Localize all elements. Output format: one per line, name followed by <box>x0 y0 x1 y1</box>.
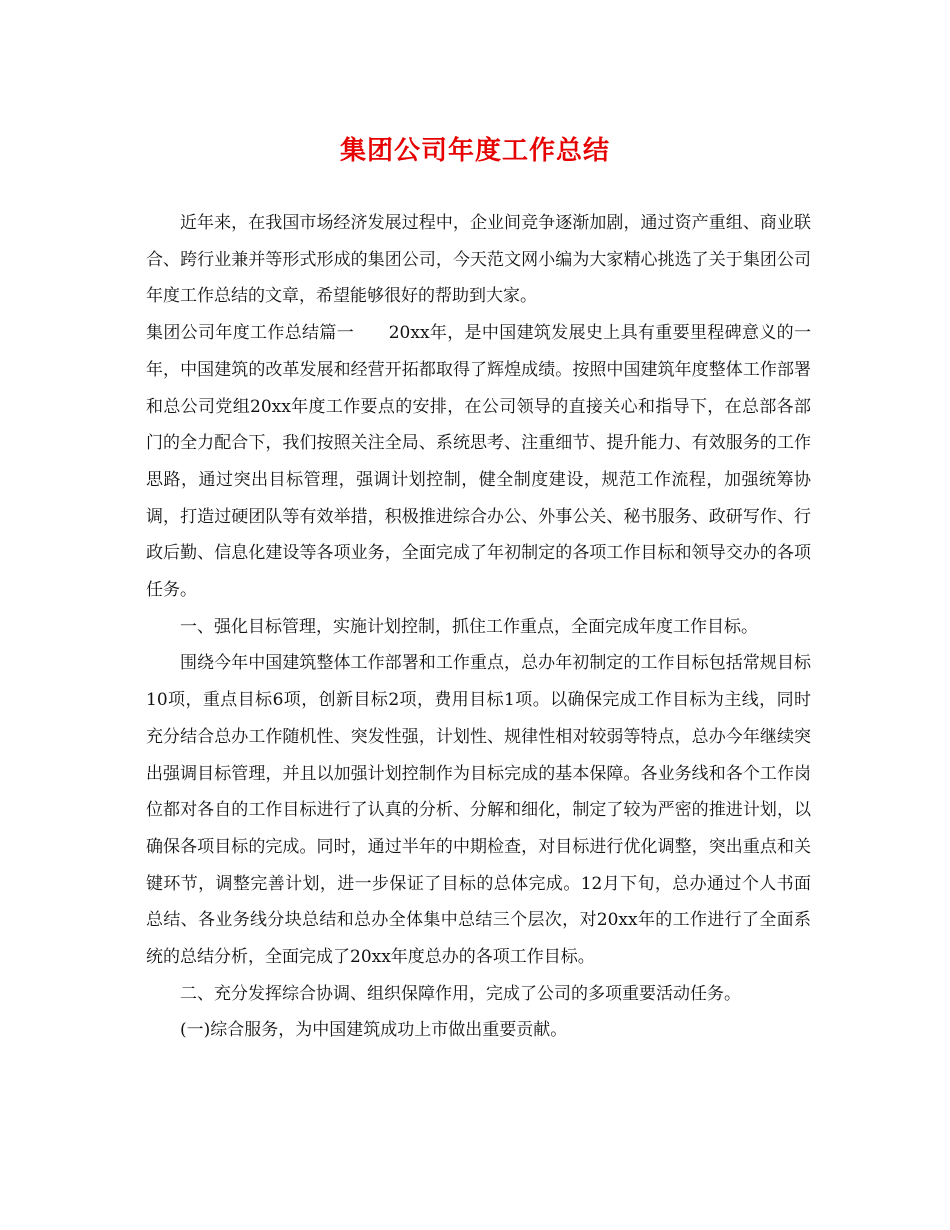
target-management-paragraph: 围绕今年中国建筑整体工作部署和工作重点，总办年初制定的工作目标包括常规目标10项，重点目标6项，创新目标2项，费用目标1项。以确保完成工作目标为主线，同时充分结合总办工作随机性、突发性强，计划性、规律性相对较弱等特点，总办今年继续突出强调目标管理，并且以加强计划控制作为目标完成的基本保障。各业务线和各个工作岗位都对各自的工作目标进行了认真的分析、分解和细化，制定了较为严密的推进计划，以确保各项目标的完成。同时，通过半年的中期检查，对目标进行优化调整，突出重点和关键环节，调整完善计划，进一步保证了目标的总体完成。12月下旬，总办通过个人书面总结、各业务线分块总结和总办全体集中总结三个层次，对20xx年的工作进行了全面系统的总结分析，全面完成了20xx年度总办的各项工作目标。 <box>146 653 811 968</box>
document-body <box>146 205 811 1049</box>
intro-paragraph: 近年来，在我国市场经济发展过程中，企业间竞争逐渐加剧，通过资产重组、商业联合、跨行业兼并等形式形成的集团公司，今天范文网小编为大家精心挑选了关于集团公司年度工作总结的文章，希望能够很好的帮助到大家。 <box>146 213 811 307</box>
document-title: 集团公司年度工作总结 <box>339 136 610 166</box>
section-one-paragraph: 集团公司年度工作总结篇一 20xx年，是中国建筑发展史上具有重要里程碑意义的一年，中国建筑的改革发展和经营开拓都取得了辉煌成绩。按照中国建筑年度整体工作部署和总公司党组20xx年度工作要点的安排，在公司领导的直接关心和指导下，在总部各部门的全力配合下，我们按照关注全局、系统思考、注重细节、提升能力、有效服务的工作思路，通过突出目标管理，强调计划控制，健全制度建设，规范工作流程，加强统筹协调，打造过硬团队等有效举措，积极推进综合办公、外事公关、秘书服务、政研写作、行政后勤、信息化建设等各项业务，全面完成了年初制定的各项工作目标和领导交办的各项任务。 <box>146 323 811 601</box>
heading-target-management: 一、强化目标管理，实施计划控制，抓住工作重点，全面完成年度工作目标。 <box>180 616 758 637</box>
subheading-comprehensive-service: (一)综合服务，为中国建筑成功上市做出重要贡献。 <box>180 1020 568 1041</box>
heading-coordination: 二、充分发挥综合协调、组织保障作用，完成了公司的多项重要活动任务。 <box>180 983 741 1004</box>
